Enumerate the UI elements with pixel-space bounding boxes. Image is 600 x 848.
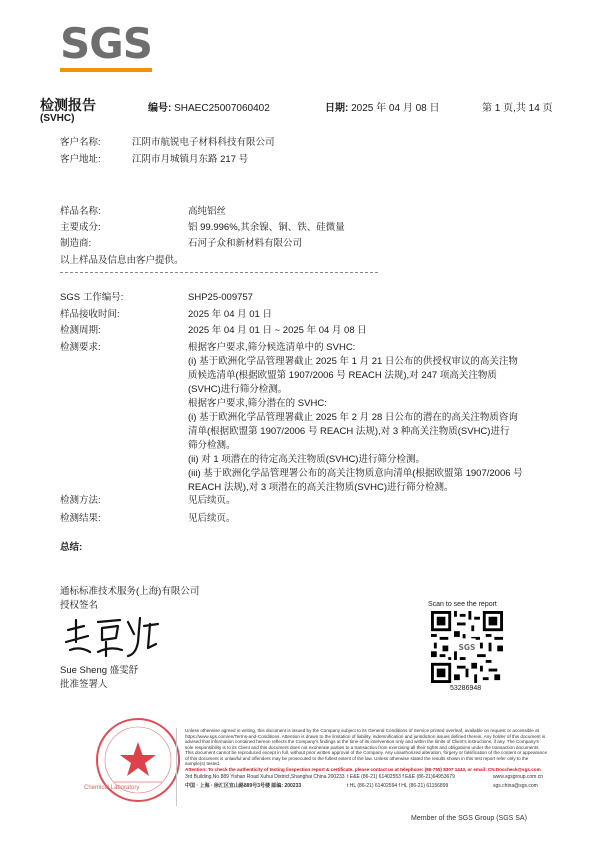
- qr-caption: Scan to see the report: [428, 601, 497, 608]
- footer-fine-print: [185, 728, 547, 799]
- signer-block: [60, 664, 138, 692]
- qr-code-icon[interactable]: [431, 611, 503, 683]
- website[interactable]: www.sgsgroup.com.cn: [493, 774, 544, 780]
- member-statement: Member of the SGS Group (SGS SA): [411, 815, 527, 822]
- requirement-line: REACH 法规),对 3 项潜在的高关注物质(SVHC)进行筛分检测。: [188, 482, 454, 493]
- terms-text: Unless otherwise agreed in writing, this document is issued by the Company subject to its General Conditions of Service printed overleaf, available on request or accessible at https://www.sgs.com/en/Terms-and-Conditions. Attention is drawn to the limitation of liability, indemnification and jurisdiction issues defined therein. Any holder of this document is advised that information contained hereon reflects the Company's findings at the time of its intervention only and within the limits of Client's instructions, if any. The Company's sole responsibility is to its Client and this document does not exonerate parties to a transaction from exercising all their rights and obligations under the transaction documents. This document cannot be reproduced except in full, without prior written approval of the Company. Any unauthorized alteration, forgery or falsification of the content or appearance of this document is unlawful and offenders may be prosecuted to the fullest extent of the law. Unless otherwise stated the results shown in this test report refer only to the sample(s) tested.: [185, 728, 548, 766]
- requirement-line: 筛分检测。: [188, 440, 236, 451]
- report-subtitle: (SVHC): [40, 113, 75, 124]
- sgs-logo-text: SGS: [60, 19, 152, 68]
- qr-id: 53286948: [450, 685, 482, 692]
- report-date-value: 2025 年 04 月 08 日: [351, 103, 440, 114]
- requirement-line: 质候选清单(根据欧盟第 1907/2006 号 REACH 法规),对 247 项高关注物质: [188, 370, 497, 381]
- requirement-line: 根据客户要求,筛分潜在的 SVHC:: [188, 398, 327, 409]
- report-number: [148, 99, 270, 114]
- requirement-line: (SVHC)进行筛分检测。: [188, 384, 288, 395]
- requirement-text: [188, 341, 550, 495]
- received-value: 2025 年 04 月 01 日: [188, 309, 272, 320]
- dashed-divider: [60, 272, 378, 273]
- page-indicator: 第 1 页,共 14 页: [482, 103, 553, 114]
- job-number-label: SGS 工作编号:: [60, 292, 124, 303]
- requirement-line: (ii) 对 1 项潜在的待定高关注物质(SVHC)进行筛分检测。: [188, 454, 425, 465]
- address-en: 3rd Building,No.889 Yishan Road Xuhui District,Shanghai China 200233: [185, 774, 345, 780]
- report-date-label: 日期:: [325, 103, 349, 114]
- signature-block: [60, 585, 199, 613]
- sample-name-label: 样品名称:: [60, 206, 101, 217]
- sgs-logo-bar: [60, 68, 152, 72]
- sample-note: 以上样品及信息由客户提供。: [60, 255, 184, 266]
- email[interactable]: sgs.china@sgs.com: [493, 783, 538, 789]
- requirement-line: 根据客户要求,筛分候选清单中的 SVHC:: [188, 342, 356, 353]
- requirement-line: 清单(根据欧盟第 1907/2006 号 REACH 法规),对 3 种高关注物质(SVHC)进行: [188, 426, 510, 437]
- method-value: 见后续页。: [188, 495, 236, 506]
- client-address-label: 客户地址:: [60, 154, 101, 165]
- job-number-value: SHP25-009757: [188, 292, 253, 303]
- phone-cn: t HL (86-21) 61402594 f HL (86-21) 61156899: [347, 783, 449, 789]
- report-title: 检测报告: [40, 97, 96, 113]
- footer-divider: [176, 728, 177, 806]
- authenticity-notice: Attention: To check the authenticity of testing /inspection report & certificate, please contact us at telephone: (86-755) 8307 1443, or email: CN.Doccheck@sgs.com: [185, 766, 541, 772]
- handwritten-signature: [62, 612, 162, 662]
- sgs-logo: [60, 19, 152, 68]
- composition-value: 铝 99.996%,其余镍、铜、铁、硅微量: [188, 222, 345, 233]
- manufacturer-value: 石河子众和新材料有限公司: [188, 238, 303, 249]
- signer-role: 批准签署人: [60, 679, 108, 690]
- sample-name-value: 高纯铝丝: [188, 206, 227, 217]
- client-name-value: 江阴市航锐电子材料科技有限公司: [132, 137, 275, 148]
- seal-text: Chemical Laboratory: [84, 785, 140, 791]
- signer-name: Sue Sheng 盛雯舒: [60, 665, 139, 676]
- result-value: 见后续页。: [188, 513, 236, 524]
- report-number-label: 编号:: [148, 103, 172, 114]
- svg-text:SGS: SGS: [458, 643, 476, 653]
- requirement-line: (i) 基于欧洲化学品管理署截止 2025 年 2 月 28 日公布的潜在的高关注物质咨询: [188, 412, 518, 423]
- manufacturer-label: 制造商:: [60, 238, 92, 249]
- period-value: 2025 年 04 月 01 日 ~ 2025 年 04 月 08 日: [188, 325, 367, 336]
- address-cn: 中国 · 上海 · 徐汇区宜山路889号3号楼 邮编: 200233: [185, 783, 302, 789]
- company-name: 通标标准技术服务(上海)有限公司: [60, 586, 200, 597]
- report-number-value: SHAEC25007060402: [174, 103, 270, 114]
- client-name-label: 客户名称:: [60, 137, 101, 148]
- period-label: 检测周期:: [60, 325, 101, 336]
- requirement-line: (iii) 基于欧洲化学品管理署公布的高关注物质意向清单(根据欧盟第 1907/2006 号: [188, 468, 523, 479]
- composition-label: 主要成分:: [60, 222, 101, 233]
- received-label: 样品接收时间:: [60, 309, 120, 320]
- result-label: 检测结果:: [60, 513, 101, 524]
- requirement-label: 检测要求:: [60, 342, 101, 353]
- authorized-signature-label: 授权签名: [60, 600, 99, 611]
- report-date: [325, 99, 440, 114]
- phone-en: t E&E (86-21) 61402553 f E&E (86-21)64953679: [347, 774, 455, 780]
- summary-label: 总结:: [60, 542, 83, 553]
- requirement-line: (i) 基于欧洲化学品管理署截止 2025 年 1 月 21 日公布的供授权审议的高关注物: [188, 356, 518, 367]
- client-address-value: 江阴市月城镇月东路 217 号: [132, 154, 249, 165]
- method-label: 检测方法:: [60, 495, 101, 506]
